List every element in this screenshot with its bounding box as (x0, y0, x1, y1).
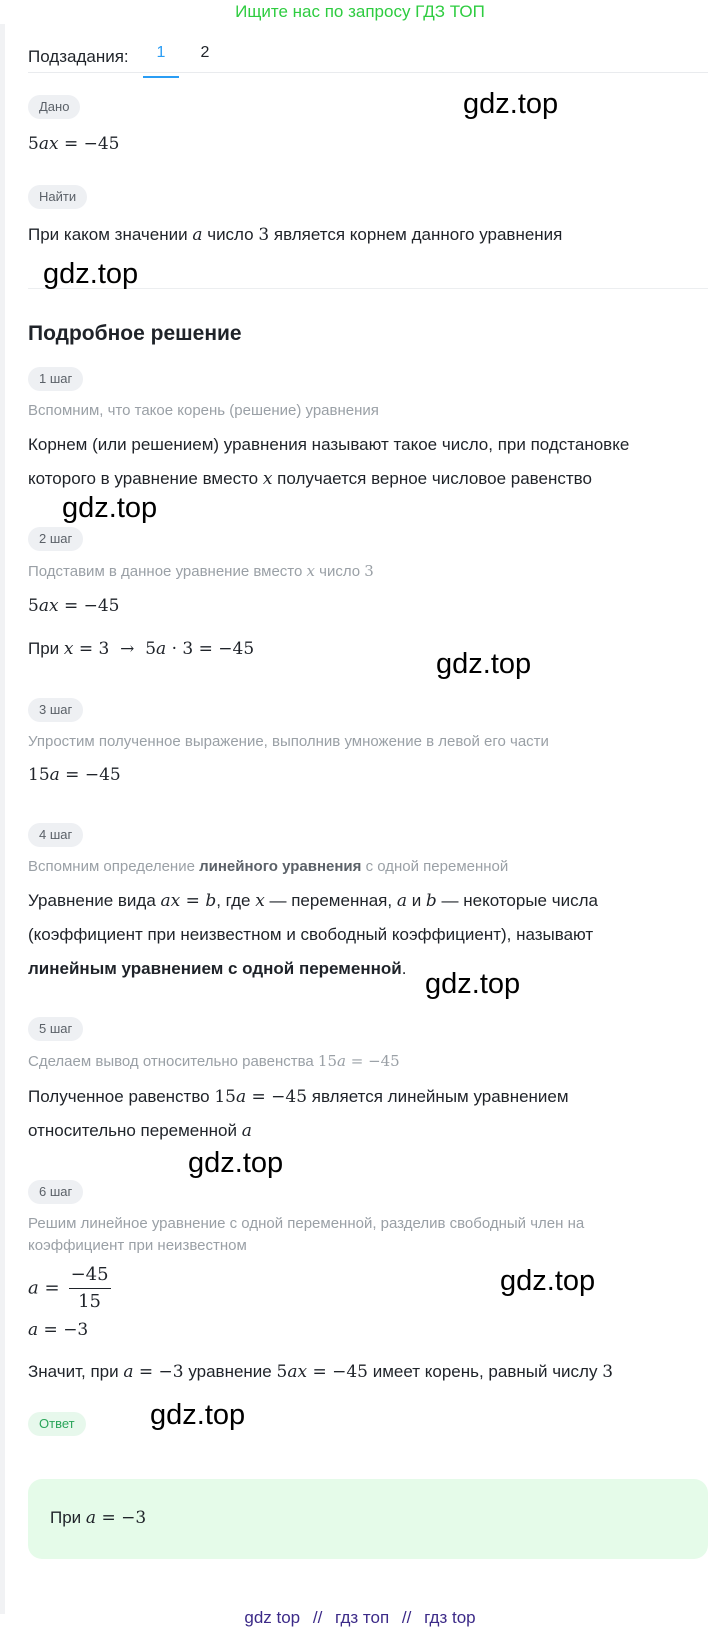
watermark: gdz.top (436, 648, 532, 680)
given-chip: Дано (28, 95, 80, 119)
step-2-substitution: При x = 3 → 5a · 3 = −45 (28, 639, 255, 659)
answer-text: При a = −3 (50, 1508, 147, 1528)
tab-subtask-2[interactable]: 2 (200, 44, 210, 61)
solution-title: Подробное решение (28, 322, 242, 345)
step-3-equation: 15a = −45 (28, 765, 121, 785)
watermark: gdz.top (62, 492, 158, 524)
step-1-line-1: Корнем (или решением) уравнения называют такое число, при подстановке (28, 435, 630, 454)
step-1-chip: 1 шаг (28, 367, 83, 391)
step-6-conclusion: Значит, при a = −3 уравнение 5ax = −45 имеет корень, равный числу 3 (28, 1362, 614, 1382)
find-text: При каком значении a число 3 является корнем данного уравнения (28, 225, 563, 245)
search-banner: Ищите нас по запросу ГДЗ ТОП (235, 2, 485, 21)
watermark: gdz.top (43, 258, 139, 290)
step-4-chip: 4 шаг (28, 823, 83, 847)
footer-link-1[interactable]: gdz top (244, 1608, 301, 1627)
find-chip: Найти (28, 185, 87, 209)
tab-subtask-1[interactable]: 1 (143, 44, 179, 76)
step-2-equation: 5ax = −45 (28, 596, 120, 616)
watermark: gdz.top (500, 1265, 596, 1297)
answer-chip: Ответ (28, 1412, 86, 1436)
tabs-divider (28, 72, 708, 73)
step-3-hint: Упростим полученное выражение, выполнив умножение в левой его части (28, 733, 549, 750)
step-4-line-2: (коэффициент при неизвестном и свободный коэффициент), называют (28, 925, 594, 944)
step-4-line-3: линейным уравнением с одной переменной. (28, 959, 407, 978)
step-6-fraction: a = $\frac{-45}{15}$ (28, 1262, 111, 1315)
footer-links (0, 1608, 720, 1628)
step-6-hint-line-2: коэффициент при неизвестном (28, 1237, 247, 1254)
watermark: gdz.top (425, 968, 521, 1000)
step-6-chip: 6 шаг (28, 1180, 83, 1204)
step-5-line-2: относительно переменной a (28, 1121, 252, 1141)
fraction: $\frac{-45}{15}$ (70, 1264, 109, 1312)
footer-separator: // (401, 1608, 412, 1627)
step-1-line-2: которого в уравнение вместо x получается верное числовое равенство (28, 469, 592, 489)
step-5-chip: 5 шаг (28, 1017, 83, 1041)
given-equation: 5ax = −45 (28, 134, 120, 154)
step-4-line-1: Уравнение вида ax = b, где x — переменная, a и b — некоторые числа (28, 891, 598, 911)
footer-link-3[interactable]: гдз top (424, 1608, 476, 1627)
step-6-hint-line-1: Решим линейное уравнение с одной переменной, разделив свободный член на (28, 1215, 585, 1232)
subtasks-tabs (28, 36, 708, 76)
watermark: gdz.top (463, 88, 559, 120)
answer-box (28, 1479, 708, 1559)
watermark: gdz.top (150, 1399, 246, 1431)
step-5-line-1: Полученное равенство 15a = −45 является линейным уравнением (28, 1087, 569, 1107)
step-4-hint: Вспомним определение линейного уравнения с одной переменной (28, 858, 509, 875)
page-edge (0, 24, 5, 1614)
step-5-hint: Сделаем вывод относительно равенства 15a = −45 (28, 1052, 400, 1070)
subtasks-label: Подзадания: (28, 47, 129, 66)
step-3-chip: 3 шаг (28, 698, 83, 722)
watermark: gdz.top (188, 1147, 284, 1179)
step-1-hint: Вспомним, что такое корень (решение) уравнения (28, 402, 379, 419)
footer-separator: // (312, 1608, 323, 1627)
footer-link-2[interactable]: гдз топ (335, 1608, 390, 1627)
step-2-hint: Подставим в данное уравнение вместо x число 3 (28, 562, 374, 580)
step-2-chip: 2 шаг (28, 527, 83, 551)
step-6-result: a = −3 (28, 1320, 89, 1340)
